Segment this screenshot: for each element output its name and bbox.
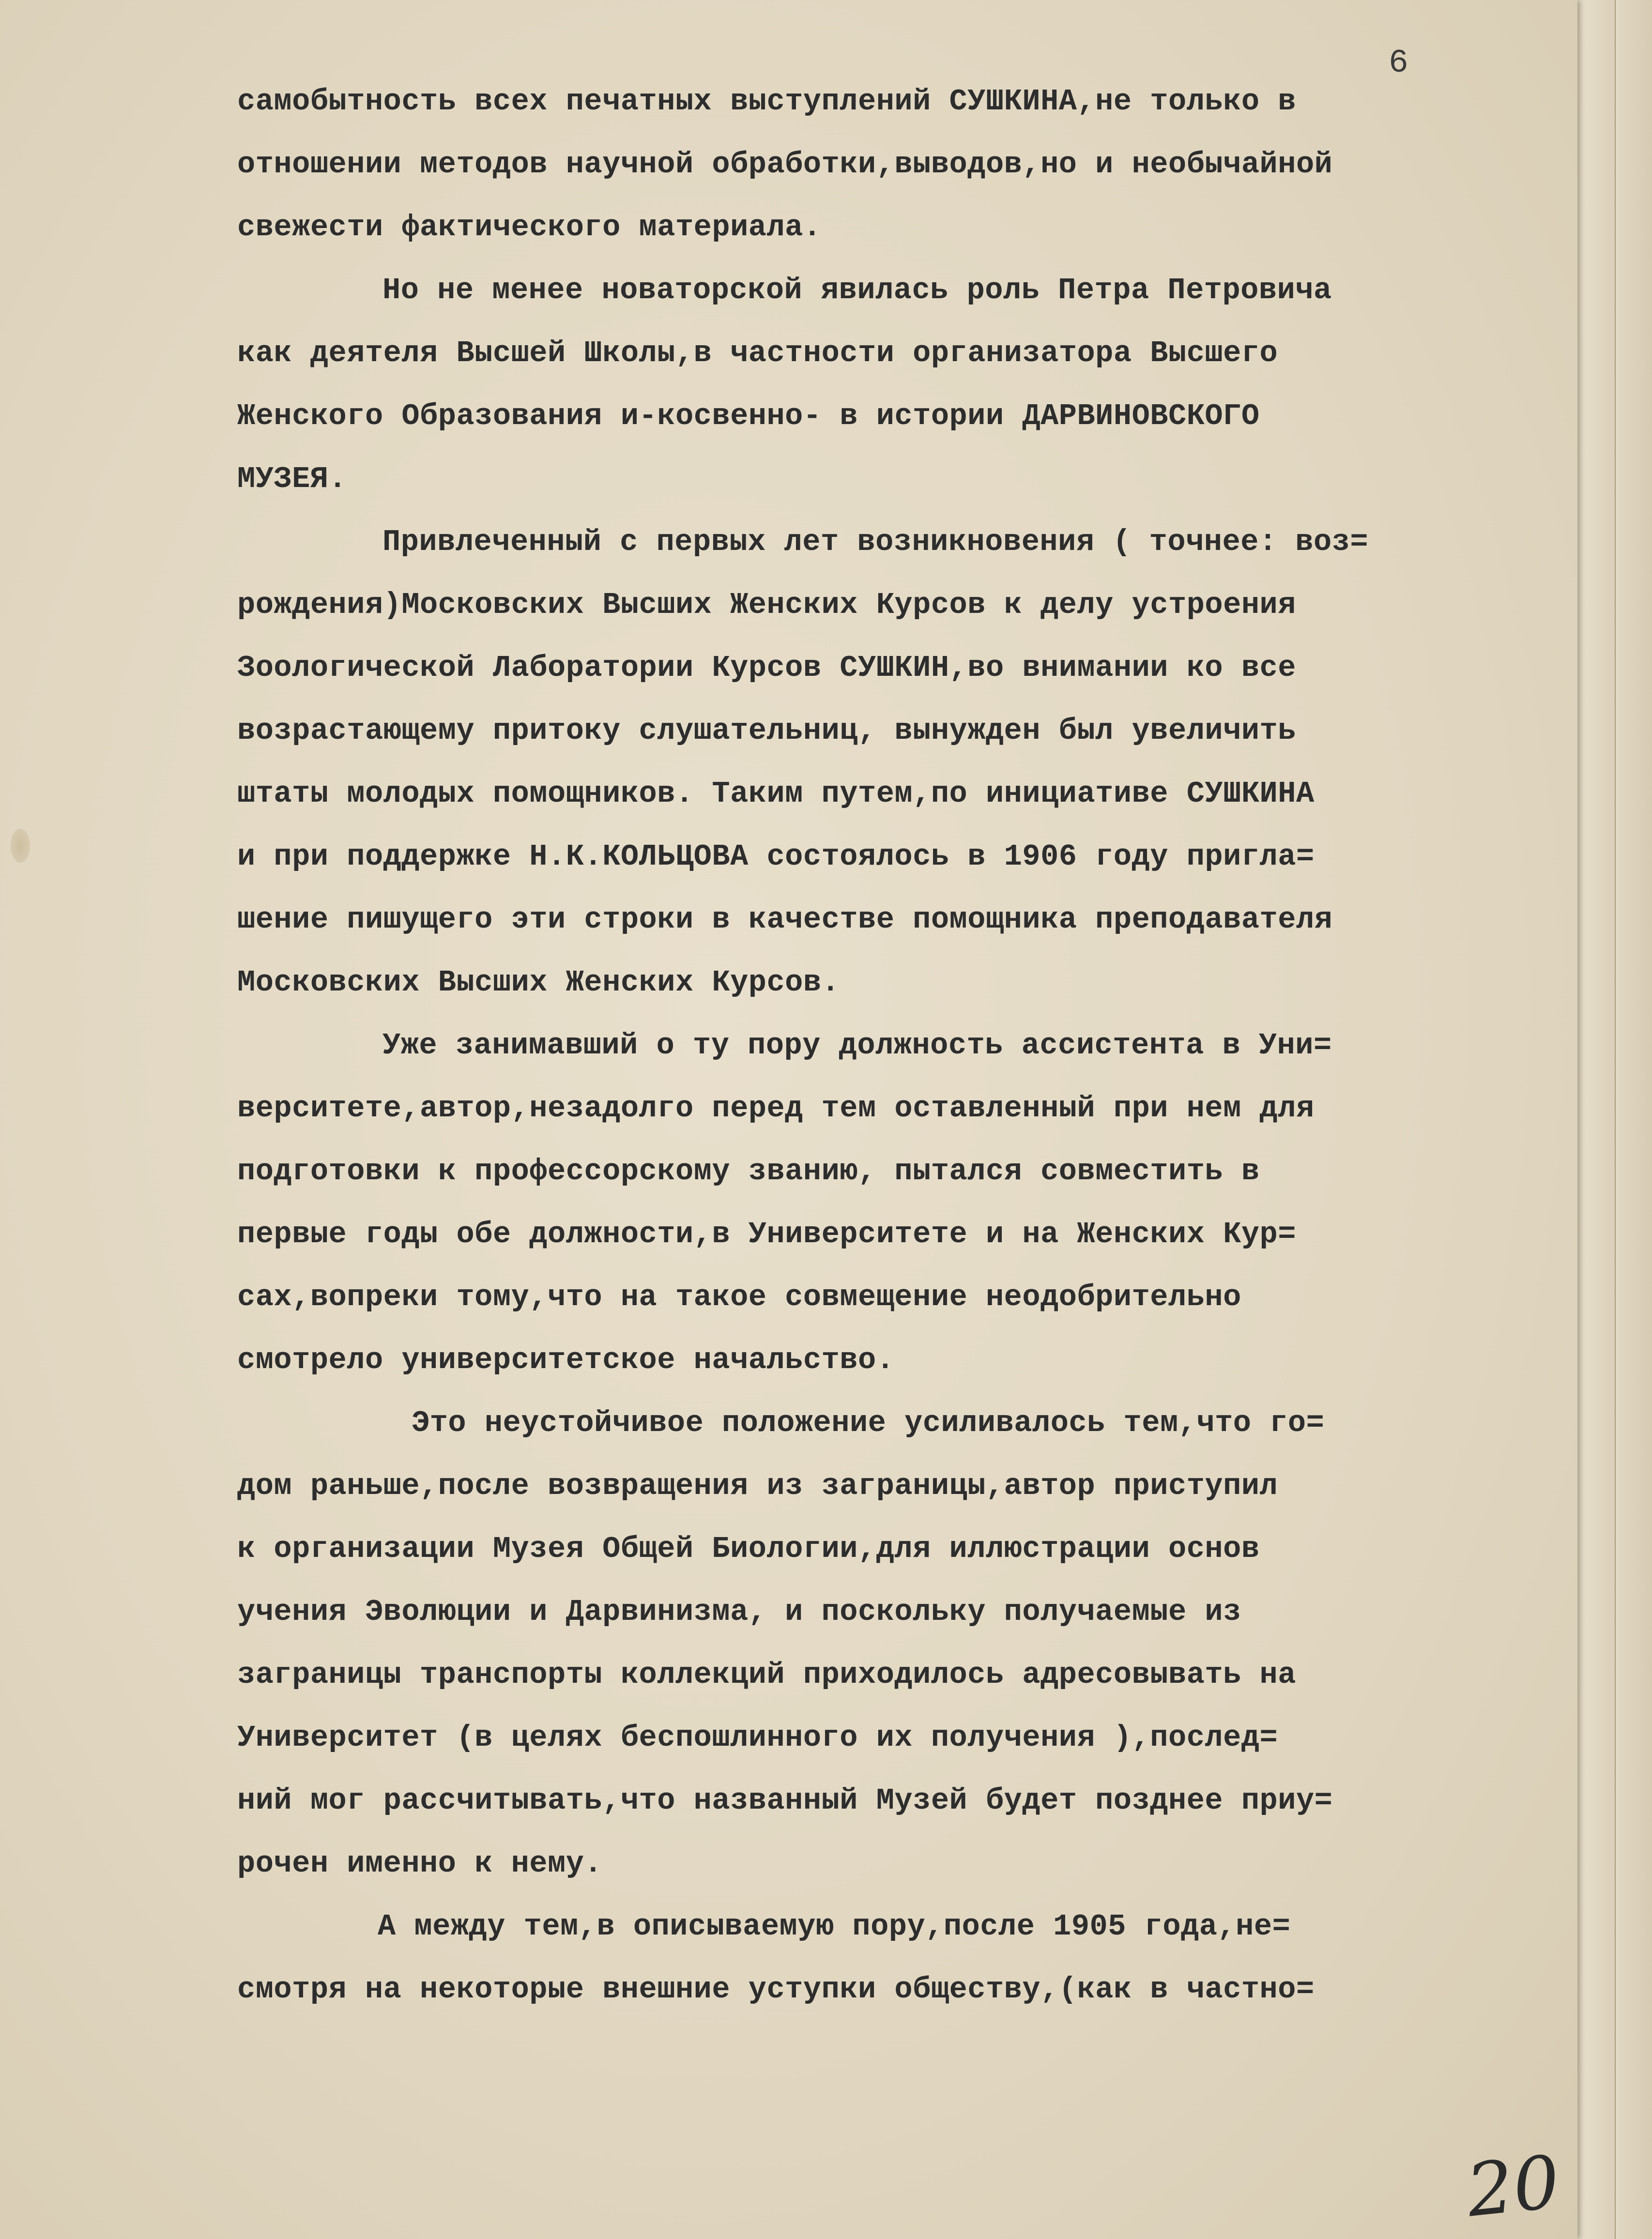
text-line: рождения)Московских Высших Женских Курсов к делу устроения bbox=[237, 588, 1296, 622]
text-line: верситете,автор,незадолго перед тем оставленный при нем для bbox=[237, 1091, 1315, 1126]
text-line: Но не менее новаторской явилась роль Петра Петровича bbox=[382, 273, 1332, 307]
text-line: Уже занимавший о ту пору должность ассистента в Уни= bbox=[382, 1028, 1332, 1063]
text-line: подготовки к профессорскому званию, пытался совместить в bbox=[237, 1154, 1260, 1188]
text-line: штаты молодых помощников. Таким путем,по инициативе СУШКИНА bbox=[237, 777, 1315, 811]
text-line: Привлеченный с первых лет возникновения ( точнее: воз= bbox=[382, 525, 1369, 559]
text-line: смотря на некоторые внешние уступки обществу,(как в частно= bbox=[237, 1972, 1315, 2007]
text-line: к организации Музея Общей Биологии,для иллюстрации основ bbox=[237, 1532, 1260, 1566]
body-text bbox=[237, 70, 1477, 2021]
text-line: смотрело университетское начальство. bbox=[237, 1343, 895, 1377]
text-line: заграницы транспорты коллекций приходилось адресовывать на bbox=[237, 1658, 1296, 1692]
text-line: А между тем,в описываемую пору,после 1905 года,не= bbox=[378, 1909, 1291, 1944]
underlying-sheet-edge-2 bbox=[1615, 0, 1652, 2239]
text-line: первые годы обе должности,в Университете и на Женских Кур= bbox=[237, 1217, 1296, 1251]
text-line: Женского Образования и-косвенно- в истории ДАРВИНОВСКОГО bbox=[237, 399, 1260, 433]
text-line: ний мог рассчитывать,что названный Музей будет позднее приу= bbox=[237, 1783, 1333, 1818]
text-line: отношении методов научной обработки,выводов,но и необычайной bbox=[237, 147, 1333, 182]
text-line: свежести фактического материала. bbox=[237, 210, 822, 244]
handwritten-folio-number: 20 bbox=[1463, 2140, 1564, 2234]
text-line: учения Эволюции и Дарвинизма, и поскольку получаемые из bbox=[237, 1595, 1241, 1629]
text-line: дом раньше,после возвращения из заграницы,автор приступил bbox=[237, 1469, 1278, 1503]
text-line: возрастающему притоку слушательниц, вынужден был увеличить bbox=[237, 714, 1296, 748]
text-line: как деятеля Высшей Школы,в частности организатора Высшего bbox=[237, 336, 1278, 370]
text-line: самобытность всех печатных выступлений СУШКИНА,не только в bbox=[237, 84, 1296, 119]
punch-hole-mark bbox=[11, 829, 30, 863]
text-line: Московских Высших Женских Курсов. bbox=[237, 965, 840, 1000]
text-line: шение пишущего эти строки в качестве помощника преподавателя bbox=[237, 902, 1333, 937]
text-line: Зоологической Лаборатории Курсов СУШКИН,во внимании ко все bbox=[237, 651, 1296, 685]
page-number: 6 bbox=[1389, 45, 1408, 82]
text-line: рочен именно к нему. bbox=[237, 1846, 603, 1881]
text-line: МУЗЕЯ. bbox=[237, 462, 347, 496]
text-line: и при поддержке Н.К.КОЛЬЦОВА состоялось в 1906 году пригла= bbox=[237, 839, 1315, 874]
text-line: Университет (в целях беспошлинного их получения ),послед= bbox=[237, 1721, 1278, 1755]
text-line: Это неустойчивое положение усиливалось тем,что го= bbox=[412, 1406, 1325, 1440]
text-line: сах,вопреки тому,что на такое совмещение неодобрительно bbox=[237, 1280, 1241, 1314]
